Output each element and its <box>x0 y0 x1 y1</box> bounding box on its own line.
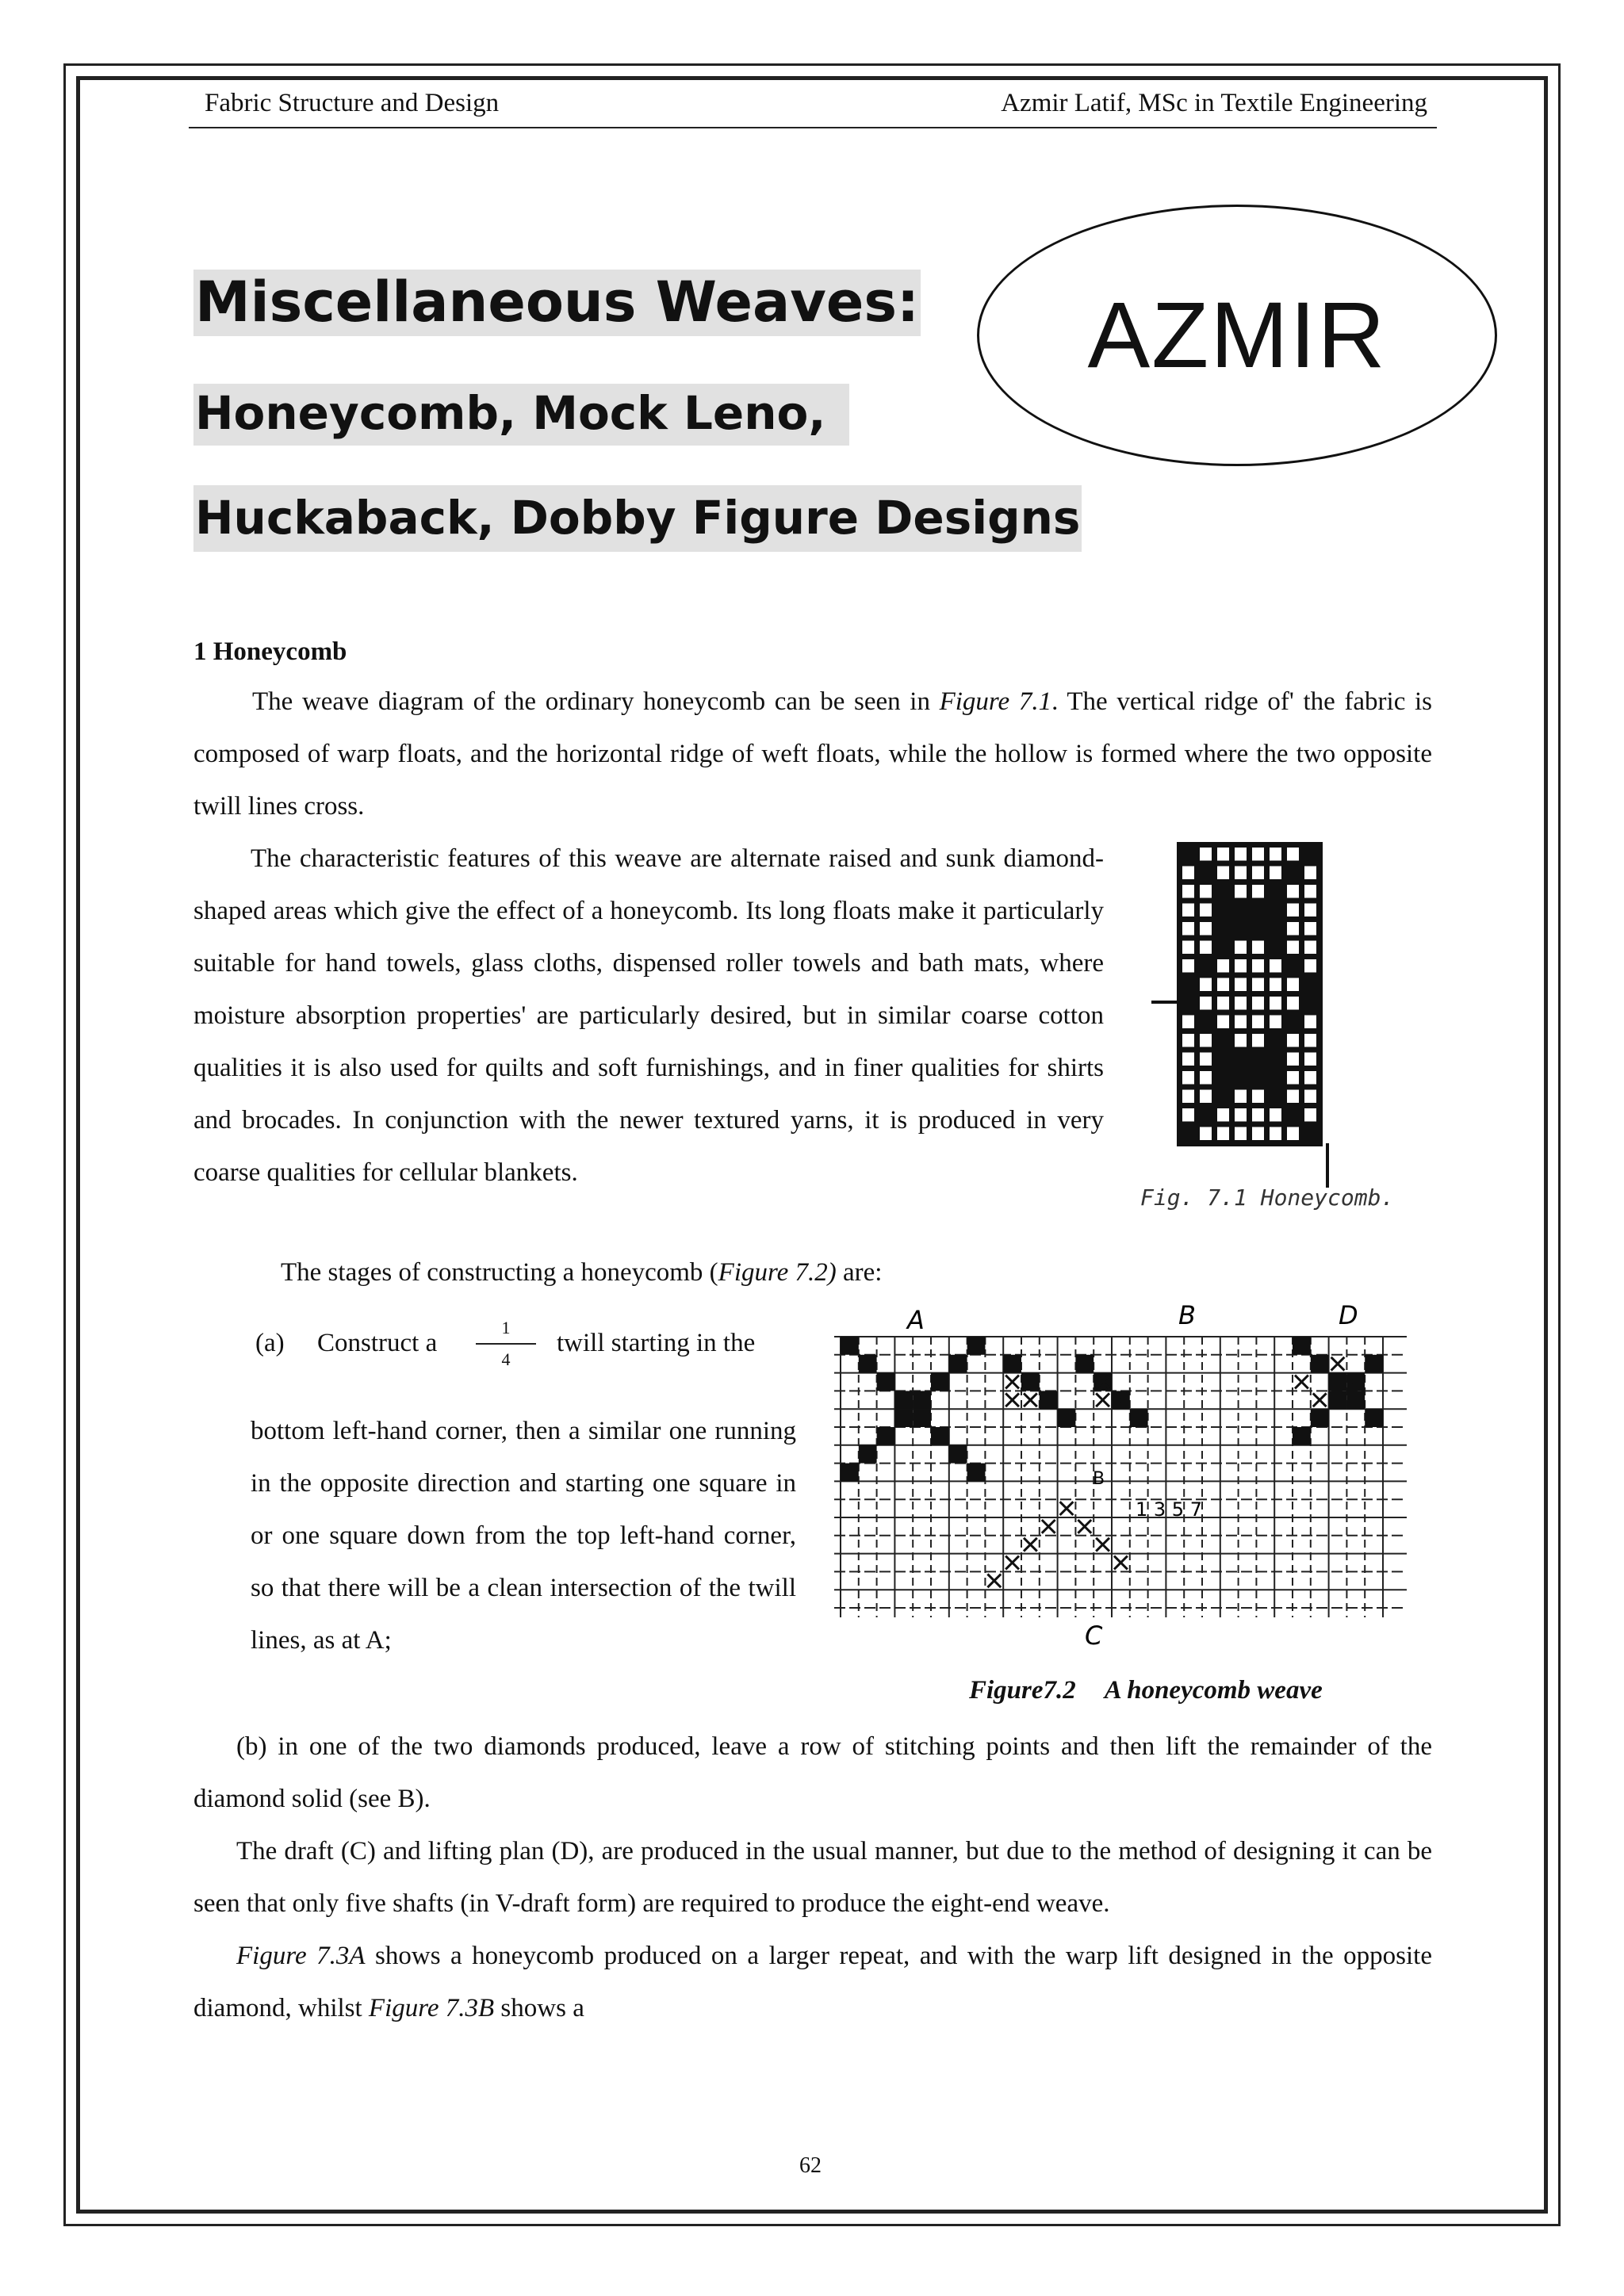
weave-cell <box>1252 959 1264 973</box>
twill-cell <box>894 1409 913 1427</box>
section-heading: 1 Honeycomb <box>193 637 347 666</box>
weave-cell <box>1252 848 1264 861</box>
twill-cell <box>894 1391 913 1409</box>
twill-cell <box>931 1373 949 1391</box>
weave-cell <box>1217 848 1229 861</box>
weave-cell <box>1200 1053 1212 1066</box>
step-a-label: (a) <box>255 1329 285 1357</box>
paragraph-4: The draft (C) and lifting plan (D), are produced in the usual manner, but due to the method of designing it can be seen that only five shafts (in V-draft form) are required to produce the eight-end weave. <box>193 1837 1432 1918</box>
label-b: B <box>1178 1300 1196 1330</box>
twill-cell <box>949 1355 967 1373</box>
weave-cell <box>1217 1108 1229 1122</box>
stitch-mark <box>1313 1393 1327 1406</box>
fraction-bar <box>476 1343 536 1345</box>
running-header-title: Fabric Structure and Design <box>205 89 500 117</box>
weave-cell <box>1235 1034 1247 1047</box>
weave-cell <box>1287 997 1299 1010</box>
twill-cell <box>859 1355 877 1373</box>
lift-cell <box>1293 1337 1311 1355</box>
lift-cell <box>1293 1427 1311 1445</box>
weave-cell <box>1304 1053 1316 1066</box>
step-a-twill: twill starting in the <box>557 1329 756 1357</box>
weave-cell <box>1270 997 1281 1010</box>
weave-cell <box>1235 1090 1247 1104</box>
weave-cell <box>1270 1108 1281 1122</box>
lift-cell <box>1329 1391 1347 1409</box>
weave-cell <box>1252 1034 1264 1047</box>
twill-cell <box>1040 1391 1058 1409</box>
weave-cell <box>1200 978 1212 992</box>
stitch-mark <box>1042 1520 1055 1533</box>
weave-cell <box>1252 997 1264 1010</box>
weave-cell <box>1252 978 1264 992</box>
lift-cell <box>1365 1355 1383 1373</box>
weave-cell <box>1270 978 1281 992</box>
weave-cell <box>1304 959 1316 973</box>
stitch-mark <box>1060 1502 1074 1515</box>
weave-cell <box>1217 997 1229 1010</box>
weave-cell <box>1182 941 1194 955</box>
weave-cell <box>1182 922 1194 936</box>
weave-frame <box>1177 842 1323 1146</box>
twill-cell <box>1003 1355 1021 1373</box>
weave-cell <box>1304 904 1316 917</box>
chapter-title-line2: Honeycomb, Mock Leno, <box>193 384 849 446</box>
weave-cell <box>1252 1108 1264 1122</box>
weave-cell <box>1182 1108 1194 1122</box>
paragraph-1: The weave diagram of the ordinary honeycomb can be seen in Figure 7.1. The vertical ridge of' the fabric is composed of warp floats, and the horizontal ridge of weft floats, while the hollow is formed where the two opposite twill lines cross. <box>193 687 1433 821</box>
weave-cell <box>1287 1071 1299 1085</box>
weave-cell <box>1235 885 1247 898</box>
weave-cell <box>1182 1016 1194 1029</box>
weave-cell <box>1235 959 1247 973</box>
weave-cell <box>1182 959 1194 973</box>
stamp-text: AZMIR <box>1087 283 1387 388</box>
twill-cell <box>913 1391 931 1409</box>
figure-7-2-caption: Figure7.2 A honeycomb weave <box>969 1676 1323 1705</box>
stitch-mark <box>1295 1376 1308 1389</box>
weave-cell <box>1200 885 1212 898</box>
weave-cell <box>1304 1108 1316 1122</box>
weave-cell <box>1235 1108 1247 1122</box>
stitch-mark <box>987 1574 1001 1587</box>
weave-cell <box>1304 1016 1316 1029</box>
weave-cell <box>1235 941 1247 955</box>
stitch-mark <box>1078 1520 1091 1533</box>
figure-7-1-caption: Fig. 7.1 Honeycomb. <box>1140 1184 1395 1211</box>
twill-cell <box>1021 1373 1040 1391</box>
twill-cell <box>1075 1355 1094 1373</box>
weave-cell <box>1217 867 1229 880</box>
lift-cell <box>1311 1409 1329 1427</box>
label-a: A <box>907 1305 925 1335</box>
weave-cell <box>1235 1127 1247 1141</box>
step-a-construct: Construct a <box>317 1329 438 1357</box>
weave-cell <box>1217 1127 1229 1141</box>
weave-cell <box>1270 959 1281 973</box>
stitch-mark <box>1096 1393 1109 1406</box>
twill-cell <box>877 1373 895 1391</box>
stitch-mark <box>1096 1538 1109 1552</box>
twill-cell <box>859 1445 877 1464</box>
twill-cell <box>931 1427 949 1445</box>
draft-numbers: 1 3 5 7 <box>1136 1498 1202 1521</box>
stitch-mark <box>1024 1393 1037 1406</box>
weave-cell <box>1235 997 1247 1010</box>
weave-cell <box>1270 848 1281 861</box>
stitch-mark <box>1114 1556 1128 1570</box>
weave-cell <box>1235 1016 1247 1029</box>
twill-cell <box>1058 1409 1076 1427</box>
step-b-text: (b) in one of the two diamonds produced, leave a row of stitching points and then lift the remainder of the diamond solid (see B). <box>193 1732 1432 1813</box>
weave-cell <box>1235 848 1247 861</box>
weave-cell <box>1287 848 1299 861</box>
weave-cell <box>1287 1090 1299 1104</box>
figure-ref: Figure 7.2) <box>718 1258 837 1287</box>
weave-cell <box>1182 1071 1194 1085</box>
paragraph-5: Figure 7.3A shows a honeycomb produced on a larger repeat, and with the warp lift designed in the opposite diamond, whilst Figure 7.3B shows a <box>193 1942 1433 2022</box>
azmir-stamp-oval <box>977 205 1497 466</box>
weave-cell <box>1200 1071 1212 1085</box>
weave-cell <box>1252 867 1264 880</box>
figure-ref: Figure 7.3A <box>236 1942 366 1970</box>
lift-cell <box>1346 1391 1365 1409</box>
weave-cell <box>1182 904 1194 917</box>
paragraph-3: The stages of constructing a honeycomb (Figure 7.2) are: <box>281 1258 883 1287</box>
weave-cell <box>1304 922 1316 936</box>
weave-cell <box>1200 1090 1212 1104</box>
stitch-mark <box>1024 1538 1037 1552</box>
weave-cell <box>1235 867 1247 880</box>
weave-cell <box>1200 1127 1212 1141</box>
weave-cell <box>1200 904 1212 917</box>
twill-cell <box>841 1464 859 1482</box>
weave-cell <box>1287 1127 1299 1141</box>
weave-cell <box>1252 941 1264 955</box>
weave-cell <box>1304 1071 1316 1085</box>
weave-cell <box>1270 867 1281 880</box>
weave-cell <box>1252 885 1264 898</box>
page-number: 62 <box>799 2153 822 2178</box>
twill-cell <box>967 1337 986 1355</box>
running-header-author: Azmir Latif, MSc in Textile Engineering <box>1001 89 1427 117</box>
twill-cell <box>841 1337 859 1355</box>
weave-cell <box>1182 1034 1194 1047</box>
weave-cell <box>1252 1090 1264 1104</box>
weave-cell <box>1304 1034 1316 1047</box>
fraction-denominator: 4 <box>501 1349 511 1369</box>
chapter-title-line1: Miscellaneous Weaves: <box>195 270 919 335</box>
weave-cell <box>1235 978 1247 992</box>
figure-ref: Figure 7.3B <box>368 1994 495 2022</box>
header-rule <box>189 127 1437 128</box>
weave-cell <box>1217 978 1229 992</box>
figure-7-1-honeycomb-diagram <box>1151 842 1413 1191</box>
weave-cell <box>1217 1016 1229 1029</box>
label-d: D <box>1339 1300 1358 1330</box>
weave-cell <box>1304 885 1316 898</box>
weave-cell <box>1182 1090 1194 1104</box>
twill-fraction <box>476 1318 536 1370</box>
label-c: C <box>1085 1621 1103 1651</box>
paragraph-2: The characteristic features of this weave are alternate raised and sunk diamond-shaped areas which give the effect of a honeycomb. Its long floats make it particularly suitable for hand towels, glass cloths, dispensed roller towels and bath mats, where moisture absorption properties' are particularly desired, but in similar coarse cotton qualities it is also used for quilts and soft furnishings, and in finer qualities for shirts and brocades. In conjunction with the newer textured yarns, it is produced in very coarse qualities for cellular blankets. <box>193 844 1104 1187</box>
weave-cell <box>1287 978 1299 992</box>
weave-cell <box>1287 1034 1299 1047</box>
weave-cell <box>1287 941 1299 955</box>
figure-7-2-honeycomb-construction <box>834 1300 1413 1657</box>
twill-cell <box>967 1464 986 1482</box>
label-b-draft: B <box>1093 1469 1105 1489</box>
twill-cell <box>913 1409 931 1427</box>
weave-cell <box>1182 1053 1194 1066</box>
weave-cell <box>1252 1016 1264 1029</box>
weave-cell <box>1287 922 1299 936</box>
weave-cell <box>1252 1127 1264 1141</box>
weave-cell <box>1182 867 1194 880</box>
twill-cell <box>949 1445 967 1464</box>
weave-cell <box>1200 1034 1212 1047</box>
weave-cell <box>1270 1127 1281 1141</box>
weave-cell <box>1200 922 1212 936</box>
stitch-mark <box>1005 1393 1019 1406</box>
weave-cell <box>1270 1016 1281 1029</box>
weave-cell <box>1200 997 1212 1010</box>
weave-cell <box>1287 904 1299 917</box>
twill-cell <box>877 1427 895 1445</box>
step-a-text: bottom left-hand corner, then a similar one running in the opposite direction and starting one square in or one square down from the top left-hand corner, so that there will be a clean intersection of the twill lines, as at A; <box>251 1417 796 1655</box>
stitch-mark <box>1005 1556 1019 1570</box>
weave-cell <box>1287 1053 1299 1066</box>
weave-cell <box>1304 1090 1316 1104</box>
stitch-mark <box>1331 1357 1345 1371</box>
weave-cell <box>1287 885 1299 898</box>
twill-cell <box>1130 1409 1148 1427</box>
weave-cell <box>1304 867 1316 880</box>
lift-cell <box>1311 1355 1329 1373</box>
weave-cell <box>1182 885 1194 898</box>
weave-cell <box>1200 848 1212 861</box>
stitch-mark <box>1005 1376 1019 1389</box>
weave-cell <box>1200 941 1212 955</box>
lift-cell <box>1329 1373 1347 1391</box>
fraction-numerator: 1 <box>501 1318 511 1337</box>
figure-ref: Figure 7.1 <box>939 687 1052 716</box>
chapter-title-line3: Huckaback, Dobby Figure Designs <box>193 485 1082 552</box>
weave-cell <box>1304 941 1316 955</box>
lift-cell <box>1365 1409 1383 1427</box>
weave-cell <box>1217 959 1229 973</box>
